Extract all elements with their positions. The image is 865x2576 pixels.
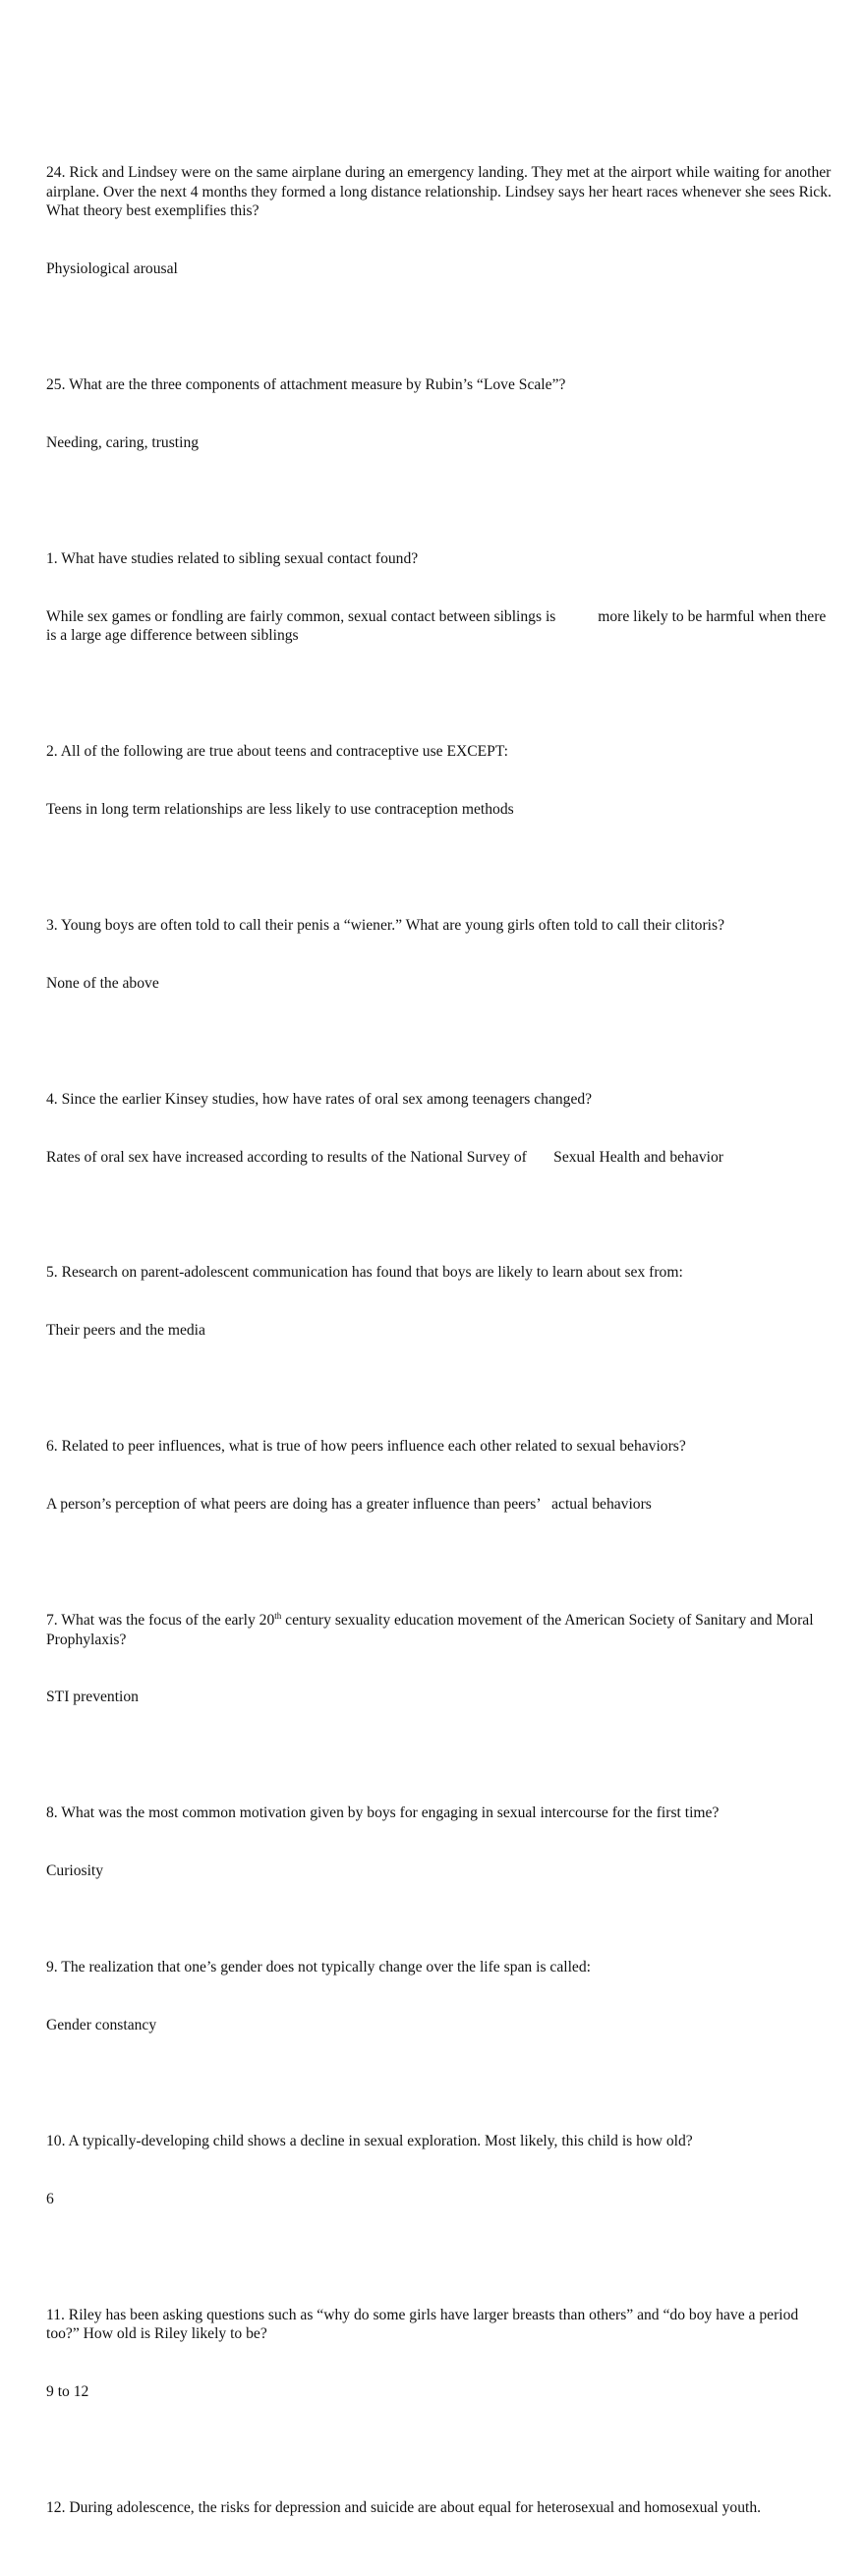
question-text: 1. What have studies related to sibling sexual contact found? (46, 549, 419, 567)
question-text: 12. During adolescence, the risks for depression and suicide are about equal for heterosexual and homosexual youth. (46, 2498, 762, 2516)
question-text: 25. What are the three components of attachment measure by Rubin’s “Love Scale”? (46, 376, 566, 394)
qa-item-10 (46, 2093, 833, 2248)
superscript-ordinal: th (274, 1610, 282, 1621)
qa-item-9 (46, 1919, 833, 2074)
question-text: 2. All of the following are true about teens and contraceptive use EXCEPT: (46, 743, 508, 761)
document-page (46, 125, 836, 2576)
answer-text: While sex games or fondling are fairly common, sexual contact between siblings is more likely to be harmful when there is a large age difference between siblings (46, 607, 831, 645)
answer-text: Needing, caring, trusting (46, 433, 200, 451)
qa-item-2 (46, 704, 833, 858)
qa-item-11 (46, 2266, 833, 2439)
qa-item-6 (46, 1399, 833, 1553)
answer-text: STI prevention (46, 1689, 139, 1706)
qa-item-7 (46, 1573, 833, 1746)
question-text: 3. Young boys are often told to call their penis a “wiener.” What are young girls often told to call their clitoris? (46, 916, 724, 934)
answer-text: None of the above (46, 974, 159, 992)
qa-item-24 (46, 125, 836, 317)
answer-text: 6 (46, 2190, 54, 2207)
qa-item-4 (46, 1052, 833, 1206)
qa-item-8 (46, 1765, 833, 1919)
answer-text: Physiological arousal (46, 260, 178, 278)
qa-item-12 (46, 2460, 833, 2556)
qa-item-3 (46, 878, 833, 1032)
question-text (46, 1611, 833, 1649)
question-text: 10. A typically-developing child shows a decline in sexual exploration. Most likely, this child is how old? (46, 2132, 693, 2149)
question-text: 11. Riley has been asking questions such as “why do some girls have larger breasts than others” and “do boy have a period too?” How old is Riley likely to be? (46, 2306, 803, 2343)
qa-item-1 (46, 511, 833, 684)
answer-text: Rates of oral sex have increased according to results of the National Survey of Sexual Health and behavior (46, 1148, 723, 1166)
qa-item-25 (46, 337, 833, 491)
answer-text: Gender constancy (46, 2016, 157, 2033)
answer-text: Teens in long term relationships are less likely to use contraception methods (46, 801, 514, 818)
question-text: 24. Rick and Lindsey were on the same airplane during an emergency landing. They met at the airport while waiting for another airplane. Over the next 4 months they formed a long distance relationship. Lindsey says her heart races whenever she sees Rick. What theory best exemplifies this? (46, 164, 836, 220)
qa-item-5 (46, 1225, 833, 1379)
answer-text: Curiosity (46, 1862, 104, 1880)
answer-text: Their peers and the media (46, 1322, 205, 1340)
question-text-end: century sexuality education movement of the American Society of Sanitary and Moral Prophylaxis? (46, 1611, 818, 1648)
question-text: 8. What was the most common motivation given by boys for engaging in sexual intercourse for the first time? (46, 1804, 720, 1822)
question-text: 5. Research on parent-adolescent communication has found that boys are likely to learn about sex from: (46, 1264, 683, 1282)
question-text: 6. Related to peer influences, what is true of how peers influence each other related to sexual behaviors? (46, 1438, 686, 1456)
question-text: 9. The realization that one’s gender does not typically change over the life span is called: (46, 1959, 591, 1976)
question-text-start: 7. What was the focus of the early 20 (46, 1611, 275, 1629)
answer-text: 9 to 12 (46, 2382, 89, 2400)
answer-text: A person’s perception of what peers are doing has a greater influence than peers’ actual behaviors (46, 1496, 652, 1513)
question-text: 4. Since the earlier Kinsey studies, how have rates of oral sex among teenagers changed? (46, 1090, 593, 1108)
